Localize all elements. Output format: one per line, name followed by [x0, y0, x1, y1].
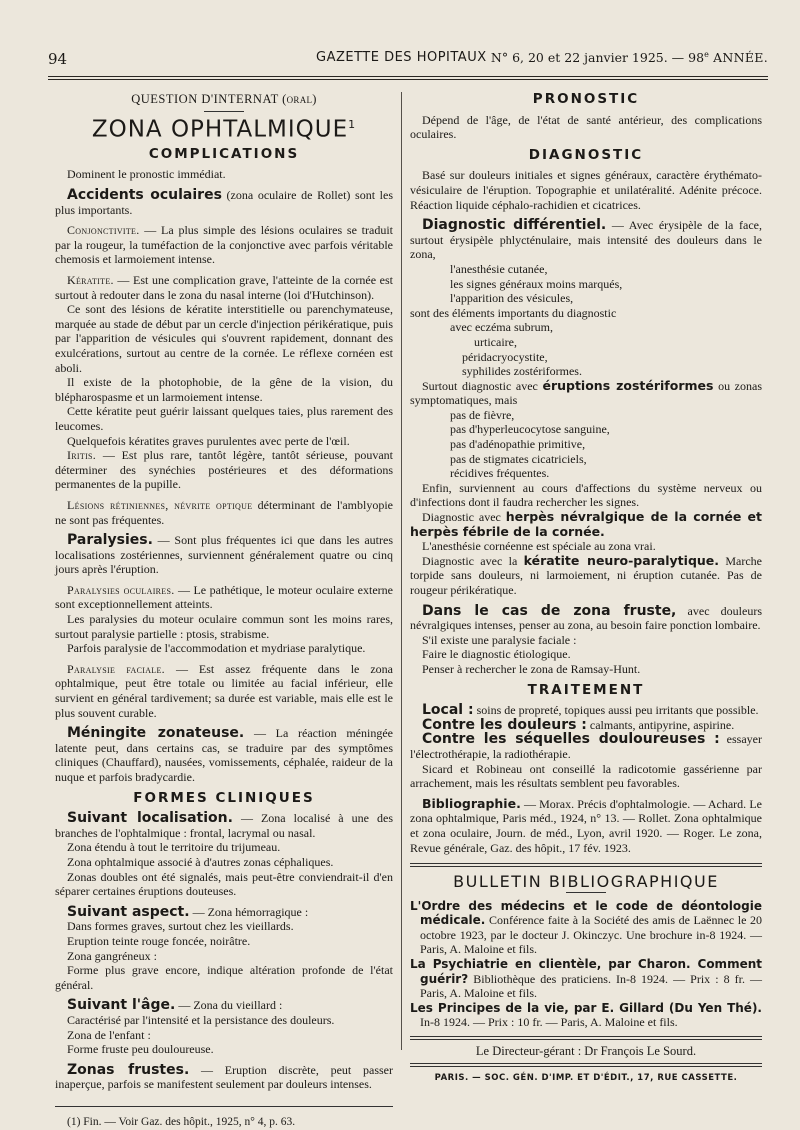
bibliographie-paragraph: Bibliographie. — Morax. Précis d'ophtalmologie. — Achard. Le zona ophtalmique, Paris méd., 1924, n° 13. — Rollet. Zona ophtalmique et zona oculaire, Journ. de méd., Lyon, avril 1920. — Roger. Le zona, Revue générale, Gaz. des hôpit., 17 fév. 1923. [410, 795, 762, 855]
localisation-detail-1: Zona étendu à tout le territoire du trijumeau. [67, 840, 281, 855]
diagnostic-differentiel-paragraph: Diagnostic différentiel. — Avec érysipèle de la face, surtout érysipèle phlycténulaire, mais intensité des douleurs dans le zona, [410, 217, 762, 262]
dd-item-6: péridacryocystite, [462, 349, 548, 364]
localisation-paragraph: Suivant localisation. — Zona localisé à une des branches de l'ophtalmique : frontal, lacrymal ou nasal. [55, 810, 393, 840]
section-pronostic: PRONOSTIC [532, 91, 640, 107]
footnote: (1) Fin. — Voir Gaz. des hôpit., 1925, n° 4, p. 63. [67, 1115, 296, 1128]
age-paragraph: Suivant l'âge. — Zona du vieillard : [67, 997, 283, 1014]
neuro-paralytique-paragraph: Diagnostic avec la kératite neuro-paralytique. Marche torpide sans douleurs, ni larmoiement, ni éruption cutanée. Pas de rougeur périkératique. [410, 552, 762, 597]
zosteriformes-paragraph: Surtout diagnostic avec éruptions zostériformes ou zonas symptomatiques, mais [410, 377, 762, 408]
aspect-detail-3: Zona gangréneux : [67, 948, 157, 963]
dd-item-1: l'anesthésie cutanée, [450, 261, 548, 276]
faciale-item-3: Penser à rechercher le zona de Ramsay-Hunt. [422, 661, 641, 676]
sur-item-1: pas de fièvre, [450, 407, 515, 422]
dd-tail: sont des éléments importants du diagnostic [410, 305, 617, 320]
paralysies-paragraph: Paralysies. — Sont plus fréquentes ici que dans les autres localisations zostériennes, surviennent généralement quatre ou cinq jours après l'éruption. [55, 532, 393, 577]
page-number: 94 [48, 50, 68, 68]
article-title: ZONA OPHTALMIQUE$^1$ [91, 116, 357, 143]
keratite-detail-2: Il existe de la photophobie, de la gêne de la vision, du blépharospasme et un larmoiement intense. [55, 375, 393, 404]
section-formes-cliniques: FORMES CLINIQUES [133, 789, 315, 806]
bulletin-title: BULLETIN BIBLIOGRAPHIQUE [453, 872, 719, 892]
herpes-paragraph: Diagnostic avec herpès névralgique de la cornée et herpès fébrile de la cornée. [410, 509, 762, 539]
anesthesie-paragraph: L'anesthésie cornéenne est spéciale au zona vrai. [422, 539, 656, 554]
article-kicker: QUESTION D'INTERNAT (oral) [131, 92, 317, 106]
pronostic-paragraph: Dépend de l'âge, de l'état de santé antérieur, des complications oculaires. [410, 112, 762, 142]
section-traitement: TRAITEMENT [527, 681, 645, 698]
section-complications: COMPLICATIONS [148, 145, 300, 162]
local-paragraph: Local : soins de propreté, topiques aussi peu irritants que possible. [422, 702, 759, 719]
printer-rule [410, 1063, 762, 1067]
faciale-item-1: S'il existe une paralysie faciale : [422, 632, 577, 647]
printer-line: PARIS. — SOC. GÉN. D'IMP. ET D'ÉDIT., 17, RUE CASSETTE. [434, 1072, 738, 1083]
diagnostic-paragraph: Basé sur douleurs initiales et signes généraux, caractère érythémato-vésiculaire de l'éruption. Topographie et unilatéralité. Adénite précoce. Réaction liquide céphalo-rachidien et cicatrices. [410, 168, 762, 212]
paralysies-detail-1: Les paralysies du moteur oculaire commun sont les moins rares, surtout paralysie partielle : ptosis, strabisme. [55, 612, 393, 641]
dd-item-2: les signes généraux moins marqués, [450, 276, 623, 291]
lesions-paragraph: Lésions rétiniennes, névrite optique déterminant de l'amblyopie ne sont pas fréquentes. [55, 497, 393, 527]
right-column [410, 92, 762, 1085]
douleurs-paragraph: Contre les douleurs : calmants, antipyrine, aspirine. [422, 716, 735, 733]
dd-item-3: l'apparition des vésicules, [450, 291, 574, 306]
age-detail-1: Caractérisé par l'intensité et la persistance des douleurs. [67, 1012, 335, 1027]
column-divider [401, 92, 402, 1050]
sur-item-4: pas de stigmates cicatriciels, [450, 451, 587, 466]
paralysies-oculaires-paragraph: Paralysies oculaires. — Le pathétique, le moteur oculaire externe sont exceptionnellement atteints. [55, 582, 393, 612]
sicard-paragraph: Sicard et Robineau ont conseillé la radicotomie gassérienne par arrachement, mais les résultats semblent peu favorables. [410, 761, 762, 791]
left-column [55, 92, 393, 1129]
age-detail-3: Forme fruste peu douloureuse. [67, 1042, 214, 1057]
footnote-rule [55, 1106, 393, 1107]
gerant-line: Le Directeur-gérant : Dr François Le Sourd. [475, 1044, 697, 1059]
gerant-rule [410, 1036, 762, 1040]
sequelles-paragraph: Contre les séquelles douloureuses : essayer l'électrothérapie, la radiothérapie. [410, 731, 762, 761]
bulletin-entry-3: Les Principes de la vie, par E. Gillard (Du Yen Thé). In-8 1924. — Prix : 10 fr. — Paris, A. Maloine et fils. [410, 1000, 762, 1030]
bulletin-entry-1: L'Ordre des médecins et le code de déontologie médicale. Conférence faite à la Société des amis de Laënnec le 20 octobre 1923, par le docteur J. Okinczyc. Une brochure in-8 1924. — Paris, A. Maloine et fils. [410, 898, 762, 957]
aspect-paragraph: Suivant aspect. — Zona hémorragique : [67, 903, 309, 920]
accidents-paragraph: Accidents oculaires (zona oculaire de Rollet) sont les plus importants. [55, 187, 394, 217]
localisation-detail-3: Zonas doubles ont été signalés, mais peut-être conviendrait-il d'en séparer certaines éruptions douteuses. [55, 869, 393, 899]
journal-title: GAZETTE DES HOPITAUX [316, 50, 487, 65]
section-diagnostic: DIAGNOSTIC [528, 146, 644, 163]
keratite-detail-3: Cette kératite peut guérir laissant quelques taies, plus rarement des leucomes. [55, 404, 393, 433]
sur-item-5: récidives fréquentes. [450, 466, 550, 481]
header-rule-bottom [48, 79, 768, 80]
issue-info: N° 6, 20 et 22 janvier 1925. — 98e ANNÉE. [490, 50, 768, 66]
intro-paragraph: Dominent le pronostic immédiat. [67, 167, 226, 182]
aspect-detail-2: Eruption teinte rouge foncée, noirâtre. [67, 933, 251, 948]
keratite-paragraph: Kératite. — Est une complication grave, l'atteinte de la cornée est surtout à redouter dans le zona du nasal interne (loi d'Hutchinson). [55, 273, 393, 302]
paralysies-detail-2: Parfois paralysie de l'accommodation et mydriase paralytique. [67, 641, 366, 656]
dd-item-4: avec eczéma subrum, [450, 320, 553, 335]
bulletin-title-rule [566, 892, 606, 893]
kicker-rule [204, 111, 244, 112]
meningite-paragraph: Méningite zonateuse. — La réaction méningée latente peut, dans certains cas, se traduire par des symptômes cliniques (Chauffard), nausées, vomissements, céphalée, raideur de la nuque et parfois bradycardie. [55, 725, 393, 784]
keratite-detail-1: Ce sont des lésions de kératite interstitielle ou parenchymateuse, marquée au stade de début par un cercle d'injection périkératique, puis par l'apparition de vésicules qui s'ouvrent rapidement, donnant des exulcérations, surtout au centre de la cornée. Le réflexe cornéen est aboli. [55, 302, 393, 375]
sur-item-3: pas d'adénopathie primitive, [450, 437, 586, 452]
aspect-detail-4: Forme plus grave encore, indique altération profonde de l'état général. [55, 963, 393, 992]
aspect-detail-1: Dans formes graves, surtout chez les vieillards. [67, 919, 294, 934]
running-header [48, 50, 768, 72]
paralysie-faciale-paragraph: Paralysie faciale. — Est assez fréquente dans le zona ophtalmique, peut être totale ou limitée au facial inférieur, elle survient en général tardivement; sa durée est variable, mais elle est le plus souvent curable. [55, 661, 394, 720]
frustes-paragraph: Zonas frustes. — Eruption discrète, peut passer inaperçue, parfois se manifestent seulement par douleurs intenses. [55, 1061, 393, 1092]
keratite-detail-4: Quelquefois kératites graves purulentes avec perte de l'œil. [67, 433, 350, 448]
zona-fruste-paragraph: Dans le cas de zona fruste, avec douleurs névralgiques intenses, penser au zona, au besoin faire ponction lombaire. [410, 602, 763, 633]
iritis-paragraph: Iritis. — Est plus rare, tantôt légère, tantôt sérieuse, pouvant déterminer des synéchies postérieures et des déformations permanentes de la pupille. [55, 448, 393, 492]
faciale-item-2: Faire le diagnostic étiologique. [422, 647, 571, 662]
dd-item-5: urticaire, [474, 334, 517, 349]
header-rule-top [48, 76, 768, 77]
dd-item-7: syphilides zostériformes. [462, 364, 582, 379]
conjonctivite-paragraph: Conjonctivite. — La plus simple des lésions oculaires se traduit par la rougeur, la tuméfaction de la conjonctive avec parfois véritable chemosis et larmoiement intense. [55, 223, 393, 267]
age-detail-2: Zona de l'enfant : [67, 1027, 151, 1042]
enfin-paragraph: Enfin, surviennent au cours d'affections du système nerveux ou d'infections dont il faudra rechercher les signes. [410, 480, 762, 510]
sur-item-2: pas d'hyperleucocytose sanguine, [450, 422, 610, 437]
bulletin-entry-2: La Psychiatrie en clientèle, par Charon. Comment guérir? Bibliothèque des praticiens. In-8 1924. — Prix : 8 fr. — Paris, A. Maloine et fils. [410, 957, 762, 1001]
localisation-detail-2: Zona ophtalmique associé à d'autres zonas céphaliques. [67, 854, 334, 869]
bulletin-rule-top [410, 863, 762, 867]
